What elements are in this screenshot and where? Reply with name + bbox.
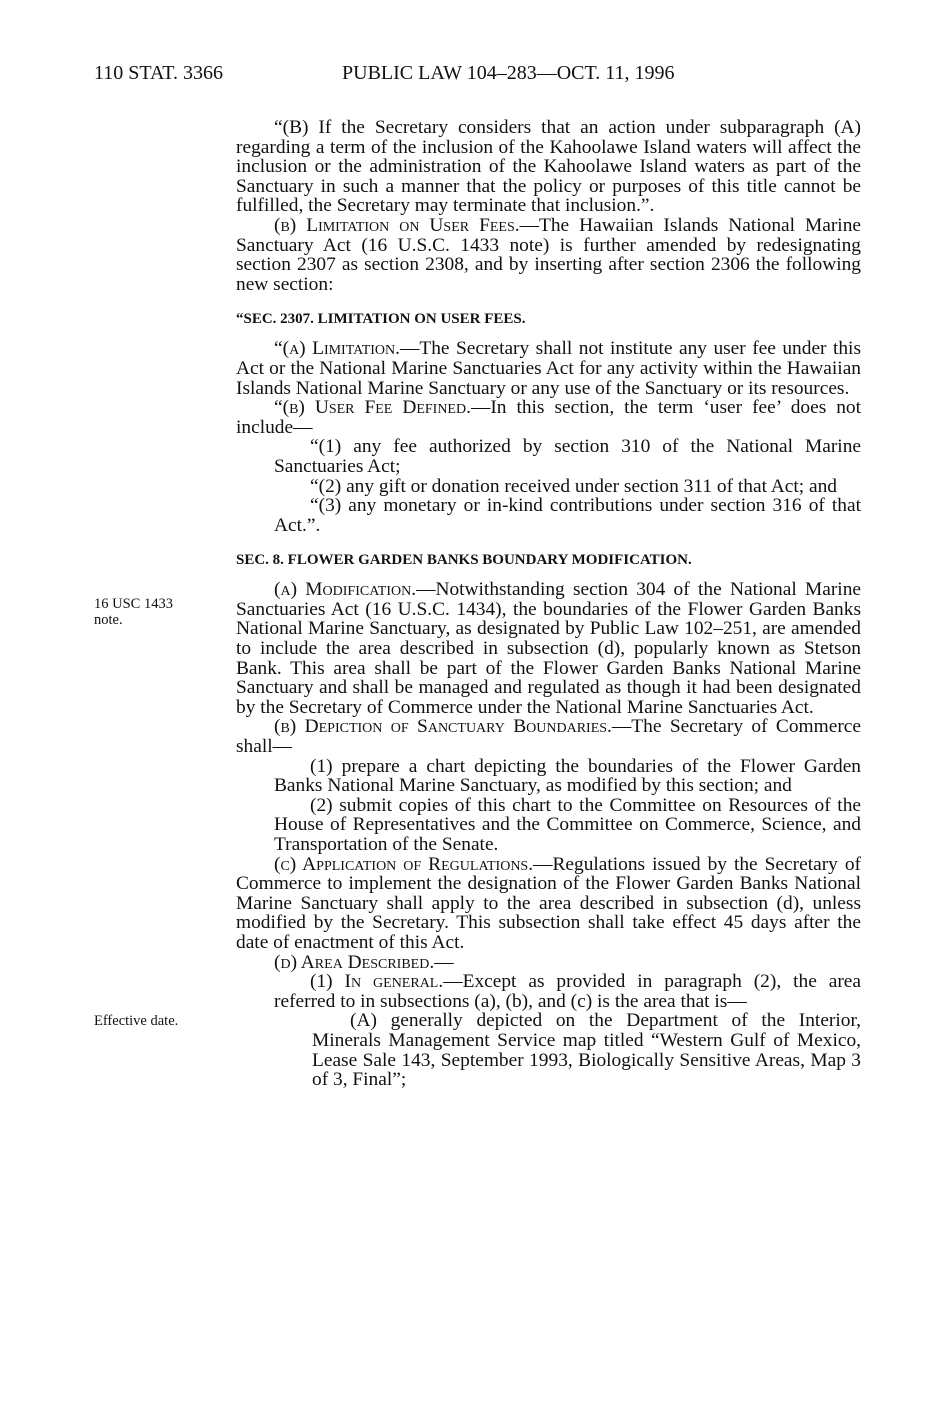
paragraph-text: —Regulations issued by the Secretary of Commerce to implement the designation of the Flower Garden Banks National Marine Sanctuary shall apply to the area described in subsection (d), unless modified by the Secretary. This subsection shall take effect 45 days after the date of enactment of this Act. xyxy=(236,853,861,953)
paragraph-heading: (c) Application of Regulations. xyxy=(274,853,534,875)
paragraph-a-limitation xyxy=(236,339,861,398)
paragraph-a-modification xyxy=(236,580,861,717)
paragraph-c-application xyxy=(236,855,861,953)
paragraph-heading: (a) Modification. xyxy=(274,579,417,601)
paragraph-text: —The Hawaiian Islands National Marine Sanctuary Act (16 U.S.C. 1433 note) is further amended by redesignating section 2307 as section 2308, and by inserting after section 2306 the following new section: xyxy=(236,214,861,295)
paragraph-heading: (b) Depiction of Sanctuary Boundaries. xyxy=(274,716,612,738)
paragraph-item-prepare-chart: (1) prepare a chart depicting the boundaries of the Flower Garden Banks National Marine Sanctuary, as modified by this section; and xyxy=(274,755,861,797)
paragraph-d1-in-general xyxy=(236,972,861,1011)
spacer xyxy=(236,535,861,551)
margin-note-effective-date: Effective date. xyxy=(94,1013,179,1029)
paragraph-text: —The Secretary shall not institute any user fee under this Act or the National Marine Sanctuaries Act for any activity within the Hawaiian Islands National Marine Sanctuary or any use of the Sanctuary or its resources. xyxy=(236,338,861,399)
margin-note-usc-line2: note. xyxy=(94,612,123,628)
paragraph-heading: (1) In general. xyxy=(310,971,444,993)
section-2307-heading: “SEC. 2307. LIMITATION ON USER FEES. xyxy=(236,311,526,328)
paragraph-d1a-map: (A) generally depicted on the Department of the Interior, Minerals Management Service map titled “Western Gulf of Mexico, Lease Sale 143, September 1993, Biologically Sensitive Areas, Map 3 of 3, Final”; xyxy=(312,1010,861,1091)
paragraph-item-submit-copies: (2) submit copies of this chart to the Committee on Resources of the House of Representatives and the Committee on Commerce, Science, and Transportation of the Senate. xyxy=(274,794,861,855)
section-8-heading: SEC. 8. FLOWER GARDEN BANKS BOUNDARY MODIFICATION. xyxy=(236,552,692,569)
paragraph-heading: “(a) Limitation. xyxy=(274,338,400,360)
paragraph-text: —In this section, the term ‘user fee’ does not include— xyxy=(236,397,862,438)
paragraph-text: —Notwithstanding section 304 of the National Marine Sanctuaries Act (16 U.S.C. 1434), the boundaries of the Flower Garden Banks National Marine Sanctuary, as designated by Public Law 102–251, are amended to include the area described in subsection (d), popularly known as Stetson Bank. This area shall be part of the Flower Garden Banks National Marine Sanctuary and shall be managed and regulated as though it had been designated by the Secretary of Commerce under the National Marine Sanctuaries Act. xyxy=(236,579,861,718)
paragraph-text: —Except as provided in paragraph (2), the area referred to in subsections (a), (b), and (c) is the area that is— xyxy=(274,971,861,1012)
paragraph-item-3: “(3) any monetary or in-kind contributions under section 316 of that Act.”. xyxy=(274,495,861,536)
stat-citation: 110 STAT. 3366 xyxy=(94,62,223,84)
document-body xyxy=(236,118,861,1090)
paragraph-item-1: “(1) any fee authorized by section 310 of the National Marine Sanctuaries Act; xyxy=(274,436,861,477)
paragraph-b-user-fee-defined xyxy=(236,398,861,437)
paragraph-heading: (b) Limitation on User Fees. xyxy=(274,214,520,236)
paragraph-text: — xyxy=(434,951,454,973)
paragraph-d-area-described xyxy=(236,953,861,973)
paragraph-item-2: “(2) any gift or donation received under section 311 of that Act; and xyxy=(310,475,837,497)
paragraph-heading: “(b) User Fee Defined. xyxy=(274,397,471,419)
paragraph-heading: (d) Area Described. xyxy=(274,951,435,973)
spacer xyxy=(236,294,861,310)
paragraph-b-kahoolawe: “(B) If the Secretary considers that an action under subparagraph (A) regarding a term of the inclusion of the Kahoolawe Island waters will affect the inclusion or the administration of the Kahoolawe Island waters as part of the Sanctuary in such a manner that the policy or purposes of this title cannot be fulfilled, the Secretary may terminate that inclusion.”. xyxy=(236,117,861,217)
public-law-citation: PUBLIC LAW 104–283—OCT. 11, 1996 xyxy=(342,62,675,84)
margin-note-usc xyxy=(94,596,173,628)
paragraph-limitation-user-fees xyxy=(236,216,861,294)
paragraph-b-depiction xyxy=(236,717,861,756)
paragraph-text: —The Secretary of Commerce shall— xyxy=(236,716,862,758)
margin-note-usc-line1: 16 USC 1433 xyxy=(94,596,173,612)
